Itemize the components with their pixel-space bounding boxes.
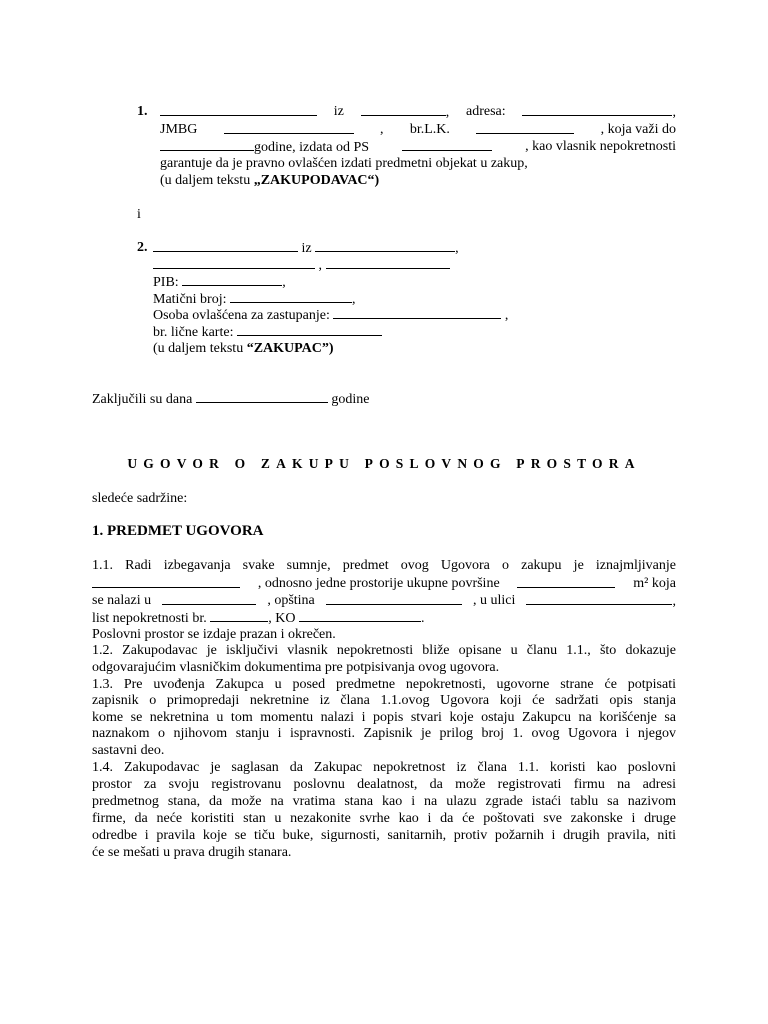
party1-line1: iz , adresa: ,	[160, 103, 676, 121]
party2-id: br. lične karte:	[153, 323, 382, 341]
p11-line1: 1.1. Radi izbegavanja svake sumnje, predmet ovog Ugovora o zakupu je iznajmljivanje	[92, 558, 676, 573]
p11-place-blank[interactable]	[162, 592, 256, 605]
party2-mb-blank[interactable]	[230, 290, 352, 303]
p11-street-blank[interactable]	[526, 592, 672, 605]
p11-line4: list nepokretnosti br. , KO .	[92, 611, 425, 626]
p14-line1: 1.4. Zakupodavac je saglasan da Zakupac nepokretnost iz člana 1.1. koristi kao poslovni	[92, 760, 676, 775]
p14-line6: će se mešati u prava drugih stanara.	[92, 845, 292, 860]
p14-line3: predmetnog stana, da može na vratima stana kao i na ulazu zgrade istaći tablu sa nazivom	[92, 794, 676, 809]
contract-title: UGOVOR O ZAKUPU POSLOVNOG PROSTORA	[127, 456, 641, 471]
party1-brlk-label: br.L.K.	[409, 122, 450, 137]
party2-pib-blank[interactable]	[182, 273, 282, 286]
p11-municipality-blank[interactable]	[326, 592, 462, 605]
party1-alias: (u daljem tekstu „ZAKUPODAVAC“)	[160, 173, 380, 188]
p12-line2: odgovarajućim vlasničkim dokumentima pre potpisivanja ovog ugovora.	[92, 660, 500, 675]
following-text: sledeće sadržine:	[92, 491, 188, 506]
party2-rep-blank[interactable]	[333, 306, 501, 319]
party1-ps-blank[interactable]	[402, 138, 492, 151]
p13-line2: zapisnik o primopredaji nekretnine iz člana 1.1.ovog Ugovora koji će sadržati opis stanja	[92, 693, 676, 708]
concluded-date-blank[interactable]	[196, 390, 328, 403]
section1-heading: 1. PREDMET UGOVORA	[92, 523, 264, 539]
party1-guarantee: garantuje da je pravno ovlašćen izdati predmetni objekat u zakup,	[160, 156, 528, 171]
conjunction: i	[137, 207, 141, 222]
p14-line2: prostor za svoju registrovanu poslovnu dealatnost, da može registrovati firmu na adresi	[92, 777, 676, 792]
p14-line5: odredbe i pravila koje se tiču buke, sigurnosti, sanitarnih, protiv požarnih i drugih pravila, niti	[92, 828, 676, 843]
party2-alias: (u daljem tekstu “ZAKUPAC”)	[153, 341, 334, 356]
party2-line1: iz ,	[153, 239, 459, 257]
party1-brlk-blank[interactable]	[476, 121, 574, 134]
party2-line2: ,	[153, 256, 450, 274]
p11-line2: , odnosno jedne prostorije ukupne površine m² koja	[92, 575, 676, 592]
party2-id-blank[interactable]	[237, 323, 382, 336]
party1-koja-label: , koja važi do	[600, 122, 676, 137]
party1-address-blank[interactable]	[522, 103, 672, 116]
p11-line5: Poslovni prostor se izdaje prazan i okrečen.	[92, 627, 336, 642]
party1-city-blank[interactable]	[361, 103, 446, 116]
p13-line3: kome se nekretnina u tom momentu nalazi i popis stvari koje ostaju Zakupcu na korišćenje sa	[92, 710, 676, 725]
p11-ko-blank[interactable]	[299, 609, 421, 622]
party1-line3: godine, izdata od PS , kao vlasnik nepokretnosti	[160, 138, 676, 156]
party2-pib: PIB: ,	[153, 275, 286, 290]
party1-jmbg-blank[interactable]	[224, 121, 354, 134]
party1-address-label: adresa:	[466, 104, 506, 119]
p11-premises-blank[interactable]	[92, 575, 240, 588]
p13-line5: sastavni deo.	[92, 743, 165, 758]
p14-line4: firme, da neće koristiti stan u nezakonite svrhe kao i da će poštovati sve zakonske i druge	[92, 811, 676, 826]
party2-address2-blank[interactable]	[326, 256, 450, 269]
party2-rep: Osoba ovlašćena za zastupanje: ,	[153, 308, 509, 323]
party1-number: 1.	[137, 104, 148, 119]
party2-mb: Matični broj: ,	[153, 292, 356, 307]
party2-number: 2.	[137, 240, 148, 255]
party1-date-blank[interactable]	[160, 138, 254, 151]
p12-line1: 1.2. Zakupodavac je isključivi vlasnik nepokretnosti bliže opisane u članu 1.1., što dokazuje	[92, 643, 676, 658]
party1-line2: JMBG , br.L.K. , koja važi do	[160, 122, 676, 137]
p13-line1: 1.3. Pre uvođenja Zakupca u posed predmetne nepokretnosti, ugovorne strane će potpisati	[92, 677, 676, 692]
party2-city-blank[interactable]	[315, 239, 455, 252]
p11-list-blank[interactable]	[210, 609, 268, 622]
party1-name-blank[interactable]	[160, 103, 317, 116]
p11-area-blank[interactable]	[517, 575, 615, 588]
p11-line3: se nalazi u , opština , u ulici ,	[92, 593, 676, 609]
p13-line4: naznakom o njihovom stanju i ispravnosti. Zapisnik je prilog broj 1. ovog Ugovora i njegov	[92, 726, 676, 741]
party2-address-blank[interactable]	[153, 256, 315, 269]
party2-name-blank[interactable]	[153, 239, 298, 252]
party1-from-label: iz	[333, 104, 344, 119]
party1-jmbg-label: JMBG	[160, 122, 198, 137]
concluded-line: Zaključili su dana godine	[92, 392, 370, 407]
